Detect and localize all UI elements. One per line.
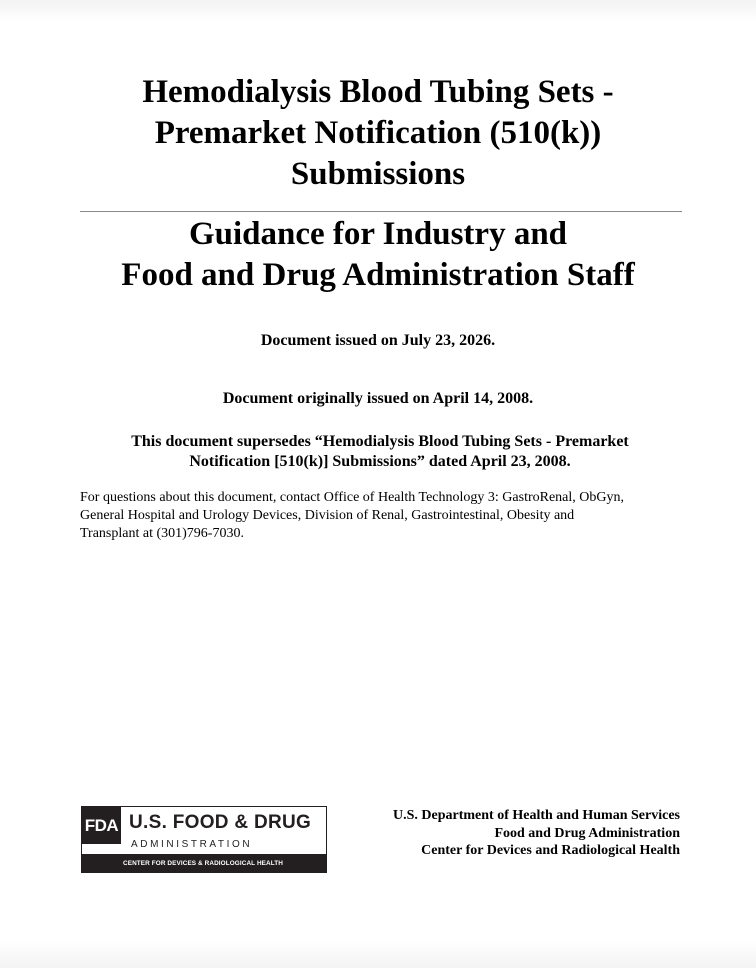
supersedes-line: This document supersedes “Hemodialysis Blood Tubing Sets - Premarket [131, 433, 629, 450]
contact-line: For questions about this document, contact Office of Health Technology 3: GastroRenal, ObGyn, [80, 490, 625, 505]
subtitle-line: Guidance for Industry and [188, 216, 568, 252]
title-line: Premarket Notification (510(k)) [154, 115, 602, 151]
supersedes-notice [80, 432, 680, 472]
subtitle-line: Food and Drug Administration Staff [121, 257, 635, 293]
fda-logo-center-name: CENTER FOR DEVICES & RADIOLOGICAL HEALTH [123, 860, 283, 867]
contact-line: General Hospital and Urology Devices, Division of Renal, Gastrointestinal, Obesity and [80, 508, 575, 523]
title-divider [80, 211, 682, 212]
fda-logo-subname: ADMINISTRATION [131, 839, 253, 850]
document-subtitle [40, 214, 716, 296]
page-bottom-shadow [0, 940, 756, 968]
title-line: Submissions [290, 156, 466, 192]
agency-line: Food and Drug Administration [494, 825, 680, 841]
issued-date: Document issued on July 23, 2026. [260, 332, 496, 349]
contact-info [80, 489, 690, 543]
page-top-shadow [0, 0, 756, 22]
fda-logo-mark: FDA [82, 807, 121, 844]
contact-line: Transplant at (301)796-7030. [80, 526, 244, 541]
supersedes-line: Notification [510(k)] Submissions” dated April 23, 2008. [189, 453, 571, 470]
document-title [60, 72, 696, 195]
agency-line: Center for Devices and Radiological Health [421, 843, 680, 858]
agency-block [360, 807, 680, 860]
fda-logo [81, 806, 327, 873]
originally-issued-date: Document originally issued on April 14, 2008. [222, 390, 534, 407]
agency-line: U.S. Department of Health and Human Services [393, 808, 680, 823]
fda-logo-name: U.S. FOOD & DRUG [129, 812, 312, 833]
title-line: Hemodialysis Blood Tubing Sets - [142, 74, 614, 110]
